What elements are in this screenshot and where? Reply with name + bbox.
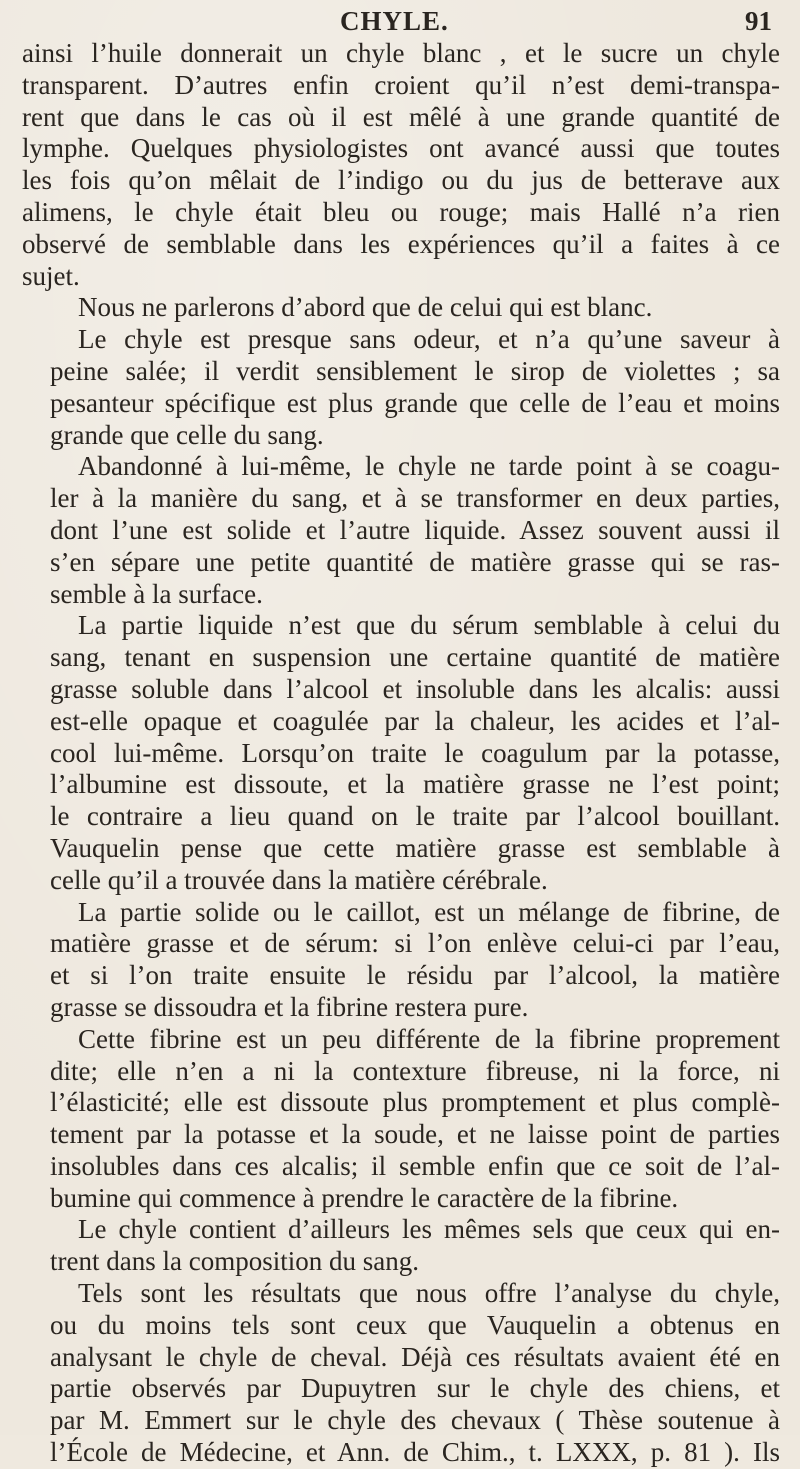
text-line: observé de semblable dans les expériences qu’il a faites à ce (22, 228, 780, 259)
paragraph (22, 1214, 780, 1278)
text-line: dont l’une est solide et l’autre liquide. Assez souvent aussi il (50, 514, 780, 545)
text-line: ler à la manière du sang, et à se transformer en deux parties, (50, 483, 780, 514)
text-line: dite; elle n’en a ni la contexture fibreuse, ni la force, ni (50, 1055, 780, 1086)
text-line: peine salée; il verdit sensiblement le sirop de violettes ; sa (50, 355, 780, 386)
text-line: bumine qui commence à prendre le caractère de la fibrine. (50, 1182, 679, 1213)
text-line: insolubles dans ces alcalis; il semble enfin que ce soit de l’al- (50, 1150, 780, 1181)
text-line: Cette fibrine est un peu différente de la fibrine proprement (78, 1023, 780, 1054)
text-line: La partie solide ou le caillot, est un mélange de fibrine, de (78, 896, 780, 927)
text-line: cool lui-même. Lorsqu’on traite le coagulum par la potasse, (50, 737, 780, 768)
text-line: semble à la surface. (50, 578, 263, 609)
text-line: l’École de Médecine, et Ann. de Chim., t. LXXX, p. 81 ). Ils (50, 1437, 780, 1468)
text-line: est-elle opaque et coagulée par la chaleur, les acides et l’al- (50, 705, 780, 736)
paragraph (22, 1278, 780, 1469)
text-line: sujet. (22, 260, 80, 291)
text-line: ainsi l’huile donnerait un chyle blanc , et le sucre un chyle (22, 38, 780, 68)
text-line: tement par la potasse et la soude, et ne laisse point de parties (50, 1119, 780, 1150)
text-line: et si l’on traite ensuite le résidu par l’alcool, la matière (50, 960, 780, 991)
text-line: analysant le chyle de cheval. Déjà ces résultats avaient été en (50, 1341, 780, 1372)
text-line: Vauquelin pense que cette matière grasse est semblable à (50, 832, 780, 863)
text-line: alimens, le chyle était bleu ou rouge; mais Hallé n’a rien (22, 196, 780, 227)
text-line: Le chyle contient d’ailleurs les mêmes sels que ceux qui en- (78, 1214, 780, 1245)
paragraph (22, 897, 780, 1024)
text-line: matière grasse et de sérum: si l’on enlève celui-ci par l’eau, (50, 928, 780, 959)
text-line: grande que celle du sang. (50, 419, 324, 450)
text-line: trent dans la composition du sang. (50, 1246, 419, 1277)
body-text (22, 38, 780, 1469)
page-number: 91 (745, 6, 772, 36)
text-line: l’albumine est dissoute, et la matière grasse ne l’est point; (50, 769, 780, 800)
text-line: partie observés par Dupuytren sur le chyle des chiens, et (50, 1373, 780, 1404)
text-line: Abandonné à lui-même, le chyle ne tarde point à se coagu- (78, 451, 780, 482)
text-line: les fois qu’on mêlait de l’indigo ou du jus de betterave aux (22, 165, 780, 196)
paragraph (22, 38, 780, 292)
text-line: grasse soluble dans l’alcool et insoluble dans les alcalis: aussi (50, 673, 780, 704)
paragraph (22, 292, 780, 324)
paragraph (22, 610, 780, 896)
text-line: ou du moins tels sont ceux que Vauquelin a obtenus en (50, 1309, 780, 1340)
text-line: s’en sépare une petite quantité de matière grasse qui se ras- (50, 546, 780, 577)
text-line: Nous ne parlerons d’abord que de celui qui est blanc. (78, 292, 653, 323)
text-line: Le chyle est presque sans odeur, et n’a qu’une saveur à (78, 324, 780, 355)
paragraph (22, 324, 780, 451)
text-line: pesanteur spécifique est plus grande que celle de l’eau et moins (50, 387, 780, 418)
page-header (0, 6, 800, 42)
text-line: grasse se dissoudra et la fibrine restera pure. (50, 991, 529, 1022)
text-line: Tels sont les résultats que nous offre l’analyse du chyle, (78, 1278, 780, 1309)
text-line: l’élasticité; elle est dissoute plus promptement et plus complè- (50, 1087, 780, 1118)
running-head: CHYLE. (340, 6, 449, 36)
text-line: transparent. D’autres enfin croient qu’il n’est demi-transpa- (22, 69, 780, 100)
text-line: par M. Emmert sur le chyle des chevaux ( Thèse soutenue à (50, 1405, 780, 1436)
paragraph (22, 1024, 780, 1215)
text-line: lymphe. Quelques physiologistes ont avancé aussi que toutes (22, 133, 780, 164)
text-line: La partie liquide n’est que du sérum semblable à celui du (78, 610, 780, 641)
paragraph (22, 451, 780, 610)
text-line: rent que dans le cas où il est mêlé à une grande quantité de (22, 101, 780, 132)
text-line: celle qu’il a trouvée dans la matière cérébrale. (50, 864, 548, 895)
text-line: le contraire a lieu quand on le traite par l’alcool bouillant. (50, 801, 780, 832)
text-line: sang, tenant en suspension une certaine quantité de matière (50, 642, 780, 673)
